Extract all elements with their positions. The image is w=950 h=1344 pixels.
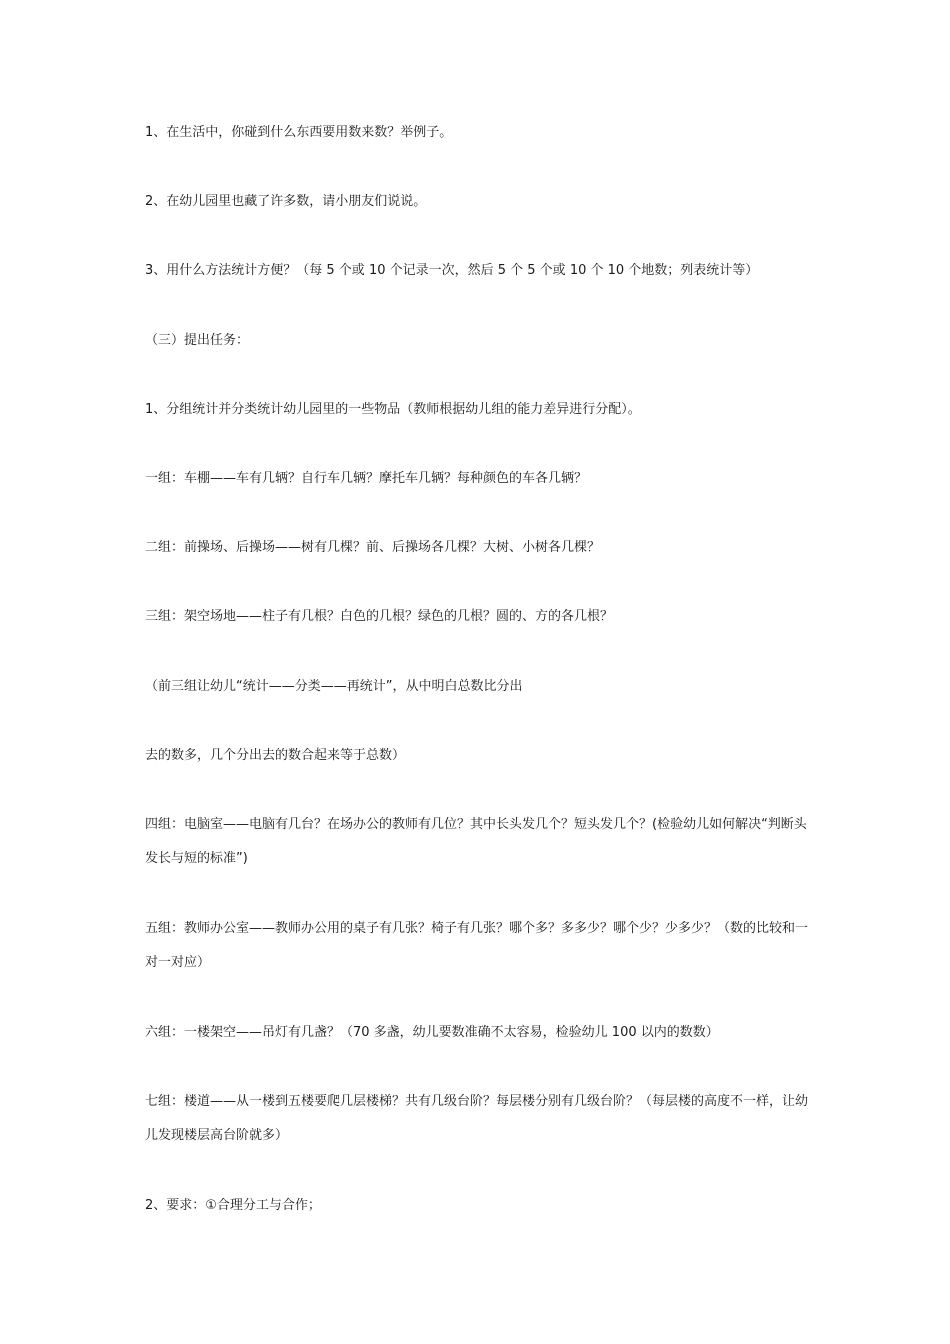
paragraph-group-7: 七组：楼道——从一楼到五楼要爬几层楼梯？共有几级台阶？每层楼分别有几级台阶？（每层楼的高度不一样，让幼儿发现楼层高台阶就多）: [145, 1094, 809, 1143]
paragraph-question-1: 1、在生活中，你碰到什么东西要用数来数？举例子。: [145, 125, 453, 140]
paragraph-question-3: 3、用什么方法统计方便？（每 5 个或 10 个记录一次，然后 5 个 5 个或 10 个 10 个地数；列表统计等）: [145, 263, 759, 278]
paragraph-requirements: 2、要求：①合理分工与合作；: [145, 1198, 321, 1213]
paragraph-group-5: 五组：教师办公室——教师办公用的桌子有几张？椅子有几张？哪个多？多多少？哪个少？少多少？（数的比较和一对一对应）: [145, 921, 809, 970]
paragraph-group-4: 四组：电脑室——电脑有几台？在场办公的教师有几位？其中长头发几个？短头发几个？(检验幼儿如何解决“判断头发长与短的标准”): [145, 817, 807, 866]
paragraph-question-2: 2、在幼儿园里也藏了许多数，请小朋友们说说。: [145, 194, 427, 209]
paragraph-group-1: 一组：车棚——车有几辆？自行车几辆？摩托车几辆？每种颜色的车各几辆？: [145, 471, 588, 486]
paragraph-note-line-2: 去的数多，几个分出去的数合起来等于总数）: [145, 748, 406, 763]
paragraph-task-1: 1、分组统计并分类统计幼儿园里的一些物品（教师根据幼儿组的能力差异进行分配）。: [145, 402, 641, 417]
paragraph-group-3: 三组：架空场地——柱子有几根？白色的几根？绿色的几根？圆的、方的各几根？: [145, 609, 614, 624]
paragraph-note-line-1: （前三组让幼儿“统计——分类——再统计”，从中明白总数比分出: [145, 679, 523, 694]
paragraph-group-6: 六组：一楼架空——吊灯有几盏？（70 多盏，幼儿要数准确不太容易，检验幼儿 100 以内的数数）: [145, 1025, 719, 1040]
paragraph-group-2: 二组：前操场、后操场——树有几棵？前、后操场各几棵？大树、小树各几棵？: [145, 540, 601, 555]
section-heading-tasks: （三）提出任务：: [145, 333, 250, 348]
